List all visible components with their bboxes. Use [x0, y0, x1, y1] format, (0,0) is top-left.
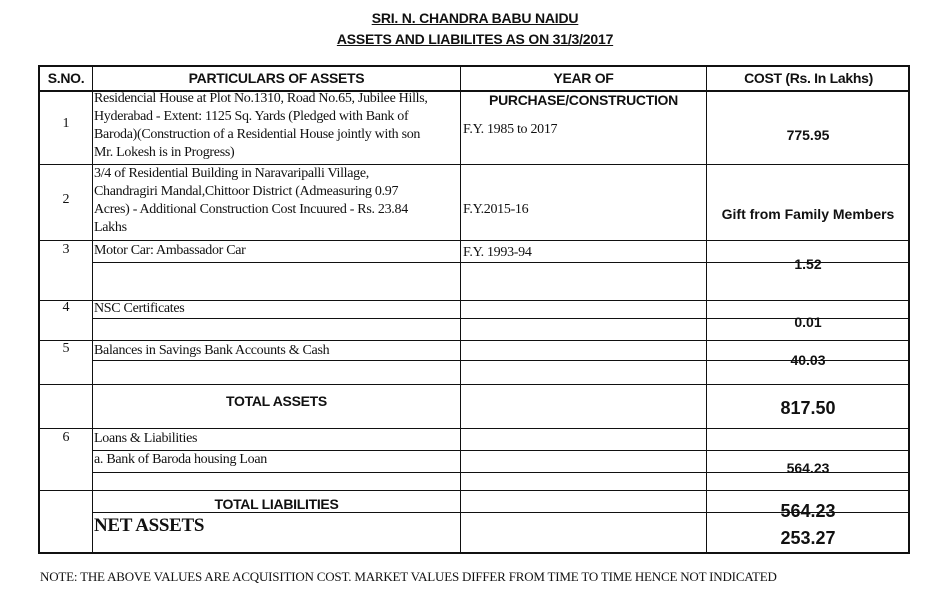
- liabilities-heading: Loans & Liabilities: [94, 431, 198, 446]
- particulars-line: Hyderabad - Extent: 1125 Sq. Yards (Pledged with Bank of: [94, 109, 409, 124]
- total-assets-value: 817.50: [780, 398, 836, 418]
- document-subtitle: ASSETS AND LIABILITES AS ON 31/3/2017: [336, 31, 614, 47]
- row-sno: 6: [62, 430, 70, 445]
- col-divider: [92, 65, 93, 554]
- particulars-line: Residencial House at Plot No.1310, Road No.65, Jubilee Hills,: [94, 91, 428, 106]
- row-sno: 3: [62, 242, 70, 257]
- col-divider: [706, 65, 707, 554]
- row-sno: 5: [62, 341, 70, 356]
- row-divider: [38, 490, 910, 491]
- row-sno: 4: [62, 300, 70, 315]
- footnote: NOTE: THE ABOVE VALUES ARE ACQUISITION COST. MARKET VALUES DIFFER FROM TIME TO TIME HENCE NOT INDICATED: [40, 569, 777, 584]
- cost-cell: 775.95: [786, 127, 830, 143]
- column-header-cost: COST (Rs. In Lakhs): [744, 70, 873, 86]
- cost-cell: 1.52: [794, 256, 822, 272]
- particulars-line: Lakhs: [94, 220, 127, 235]
- liability-item-value: 564.23: [786, 460, 830, 476]
- total-liabilities-label: TOTAL LIABILITIES: [214, 496, 339, 512]
- row-divider: [38, 240, 910, 241]
- liability-item: a. Bank of Baroda housing Loan: [94, 452, 267, 467]
- particulars-cell: Balances in Savings Bank Accounts & Cash: [94, 343, 330, 358]
- particulars-cell: Motor Car: Ambassador Car: [94, 243, 246, 258]
- row-sno: 1: [62, 116, 70, 131]
- year-cell: F.Y. 1985 to 2017: [463, 122, 558, 137]
- column-header-particulars: PARTICULARS OF ASSETS: [188, 70, 365, 86]
- net-assets-label: NET ASSETS: [94, 515, 205, 536]
- row-sno: 2: [62, 192, 70, 207]
- year-cell: F.Y. 1993-94: [463, 245, 532, 260]
- particulars-line: Mr. Lokesh is in Progress): [94, 145, 235, 160]
- column-header-sno: S.NO.: [47, 70, 85, 86]
- column-header-year: YEAR OF PURCHASE/CONSTRUCTION: [489, 70, 678, 108]
- total-liabilities-value: 564.23: [780, 501, 836, 521]
- particulars-line: Acres) - Additional Construction Cost Incuured - Rs. 23.84: [94, 202, 408, 217]
- row-divider: [38, 340, 910, 341]
- row-divider: [38, 428, 910, 429]
- document-title: SRI. N. CHANDRA BABU NAIDU: [371, 10, 579, 26]
- row-divider: [38, 384, 910, 385]
- cost-cell: 40.03: [790, 352, 826, 368]
- cost-cell: Gift from Family Members: [721, 206, 895, 222]
- net-assets-value: 253.27: [780, 528, 836, 548]
- cost-cell: 0.01: [794, 314, 822, 330]
- particulars-line: Chandragiri Mandal,Chittoor District (Admeasuring 0.97: [94, 184, 399, 199]
- col-divider: [460, 65, 461, 554]
- particulars-cell: NSC Certificates: [94, 301, 185, 316]
- total-assets-label: TOTAL ASSETS: [226, 393, 327, 409]
- particulars-line: 3/4 of Residential Building in Naravaripalli Village,: [94, 166, 369, 181]
- particulars-line: Baroda)(Construction of a Residential House jointly with son: [94, 127, 421, 142]
- year-cell: F.Y.2015-16: [463, 202, 529, 217]
